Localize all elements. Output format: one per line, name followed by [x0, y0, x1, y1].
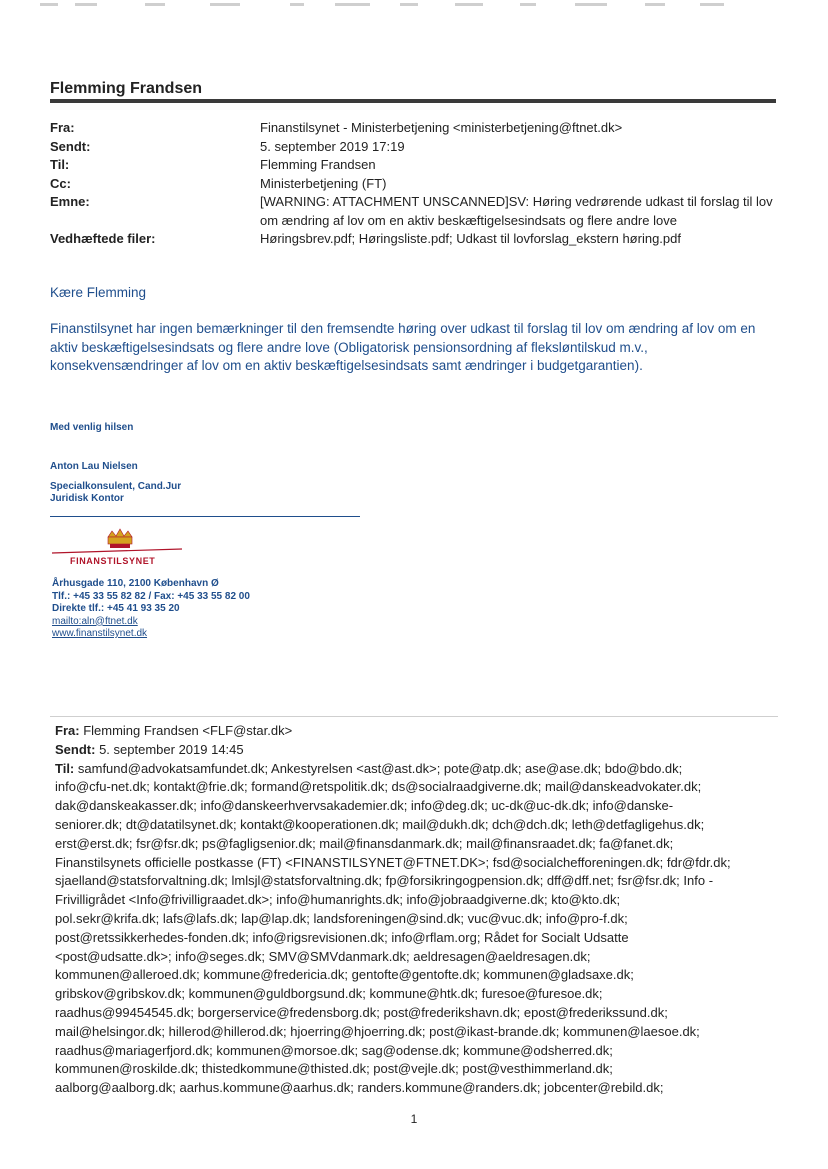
header-row-from — [50, 119, 780, 138]
recipient-list-line: pol.sekr@krifa.dk; lafs@lafs.dk; lap@lap.dk; landsforeningen@sind.dk; vuc@vuc.dk; info@pro-f.dk; — [55, 910, 628, 926]
header-row-to — [50, 156, 780, 175]
forward-from-label: Fra: — [55, 723, 80, 738]
forward-sent-row — [55, 741, 780, 760]
scan-artifact-dots — [0, 0, 828, 12]
recipient-list-line: raadhus@99454545.dk; borgerservice@fredensborg.dk; post@frederikshavn.dk; epost@frederikssund.dk; — [55, 1004, 668, 1020]
to-label: Til: — [50, 157, 70, 172]
recipient-list-line: Frivilligrådet <Info@frivilligraadet.dk>; info@humanrights.dk; info@jobraadgiverne.dk; kto@kto.dk; — [55, 892, 621, 908]
logo-wordmark: FINANSTILSYNET — [70, 556, 156, 566]
closing-text: Med venlig hilsen — [50, 422, 134, 433]
message-body: Finanstilsynet har ingen bemærkninger til den fremsendte høring over udkast til forslag til lov om ændring af lov om en aktiv beskæftigelsesindsats og flere andre love (Obligatorisk pensionsordning af fleksløntilskud m.v., konsekvensændringer af lov om en aktiv beskæftigelsesindsats samt ændringer i budgetgarantien). — [50, 321, 756, 373]
forward-from-row — [55, 722, 780, 741]
recipient-list-line: raadhus@mariagerfjord.dk; kommunen@morsoe.dk; sag@odense.dk; kommune@odsherred.dk; — [55, 1042, 613, 1058]
cc-label: Cc: — [50, 175, 71, 191]
from-label: Fra: — [50, 120, 75, 135]
attachments-value: Høringsbrev.pdf; Høringsliste.pdf; Udkast til lovforslag_ekstern høring.pdf — [260, 231, 681, 246]
recipient-list-line: Finanstilsynets officielle postkasse (FT) <FINANSTILSYNET@FTNET.DK>; fsd@socialchefforeningen.dk; fdr@fdr.dk; — [55, 854, 731, 870]
recipient-list-line: kommunen@roskilde.dk; thistedkommune@thisted.dk; post@vejle.dk; post@vesthimmerland.dk; — [55, 1061, 613, 1077]
header-row-sent — [50, 138, 780, 157]
header-row-subject — [50, 193, 780, 230]
forward-from-value: Flemming Frandsen <FLF@star.dk> — [83, 723, 293, 738]
from-value: Finanstilsynet - Ministerbetjening <ministerbetjening@ftnet.dk> — [260, 120, 623, 135]
sent-value: 5. september 2019 17:19 — [260, 138, 405, 154]
recipient-list-line: gribskov@gribskov.dk; kommunen@guldborgsund.dk; kommune@htk.dk; furesoe@furesoe.dk; — [55, 986, 603, 1002]
attachments-label: Vedhæftede filer: — [50, 231, 156, 246]
forward-to-label: Til: — [55, 760, 75, 776]
header-divider — [50, 99, 776, 103]
recipient-list-line: info@cfu-net.dk; kontakt@frie.dk; formand@retspolitik.dk; ds@socialraadgiverne.dk; mail@danskeadvokater.dk; — [55, 779, 702, 795]
recipient-list-line: <post@udsatte.dk>; info@seges.dk; SMV@SMVdanmark.dk; aeldresagen@aeldresagen.dk; — [55, 948, 591, 964]
signer-department: Juridisk Kontor — [50, 493, 124, 504]
forward-divider — [50, 716, 778, 717]
page-number: 1 — [410, 1112, 418, 1126]
recipient-list-line: sjaelland@statsforvaltning.dk; lmlsjl@statsforvaltning.dk; fp@forsikringogpension.dk; dff@dff.net; fsr@fsr.dk; Info - — [55, 873, 714, 889]
phone-fax-line: Tlf.: +45 33 55 82 82 / Fax: +45 33 55 82 00 — [52, 590, 250, 602]
greeting: Kære Flemming — [50, 285, 147, 300]
recipient-list-line: seniorer.dk; dt@datatilsynet.dk; kontakt@kooperationen.dk; mail@dukh.dk; dch@dch.dk; leth@detfagligehus.dk; — [55, 816, 705, 832]
website-link[interactable]: www.finanstilsynet.dk — [52, 628, 148, 639]
to-value: Flemming Frandsen — [260, 157, 376, 172]
forward-sent-value: 5. september 2019 14:45 — [99, 741, 244, 757]
recipient-list-line: mail@helsingor.dk; hillerod@hillerod.dk; hjoerring@hjoerring.dk; post@ikast-brande.dk; kommunen@laesoe.dk; — [55, 1023, 700, 1039]
address-line: Århusgade 110, 2100 København Ø — [52, 578, 219, 589]
recipient-list-line: erst@erst.dk; fsr@fsr.dk; ps@fagligsenior.dk; mail@finansdanmark.dk; mail@finansraadet.dk; fa@fanet.dk; — [55, 835, 674, 851]
forwarded-message-header — [55, 722, 780, 1098]
mailbox-owner-name: Flemming Frandsen — [50, 80, 203, 97]
forward-to-line-0 — [55, 760, 780, 779]
recipient-list-line: samfund@advokatsamfundet.dk; Ankestyrelsen <ast@ast.dk>; pote@atp.dk; ase@ase.dk; bdo@bdo.dk; — [77, 760, 683, 776]
email-link[interactable]: mailto:aln@ftnet.dk — [52, 615, 138, 627]
recipient-list-line: dak@danskeakasser.dk; info@danskeerhvervsakademier.dk; info@deg.dk; uc-dk@uc-dk.dk; info@danske- — [55, 798, 674, 814]
recipient-list-line: kommunen@alleroed.dk; kommune@fredericia.dk; gentofte@gentofte.dk; kommunen@gladsaxe.dk; — [55, 967, 634, 983]
header-row-attachments — [50, 230, 780, 249]
subject-value: [WARNING: ATTACHMENT UNSCANNED]SV: Høring vedrørende udkast til forslag til lov om ændring af lov om en aktiv beskæftigelsesindsats og flere andre love — [260, 194, 773, 228]
sent-label: Sendt: — [50, 138, 91, 154]
signature-contact — [52, 578, 250, 641]
email-header-fields — [50, 119, 780, 249]
recipient-list-line: aalborg@aalborg.dk; aarhus.kommune@aarhus.dk; randers.kommune@randers.dk; jobcenter@rebild.dk; — [55, 1080, 664, 1096]
subject-label: Emne: — [50, 194, 90, 209]
forward-sent-label: Sendt: — [55, 741, 96, 757]
signer-title: Specialkonsulent, Cand.Jur — [50, 481, 182, 492]
header-row-cc — [50, 175, 780, 194]
recipient-list-line: post@retssikkerhedes-fonden.dk; info@rigsrevisionen.dk; info@rflam.org; Rådet for Socialt Udsatte — [55, 929, 629, 945]
signature-divider — [50, 516, 360, 517]
direct-phone-line: Direkte tlf.: +45 41 93 35 20 — [52, 603, 180, 614]
signer-name: Anton Lau Nielsen — [50, 461, 138, 472]
cc-value: Ministerbetjening (FT) — [260, 175, 387, 191]
